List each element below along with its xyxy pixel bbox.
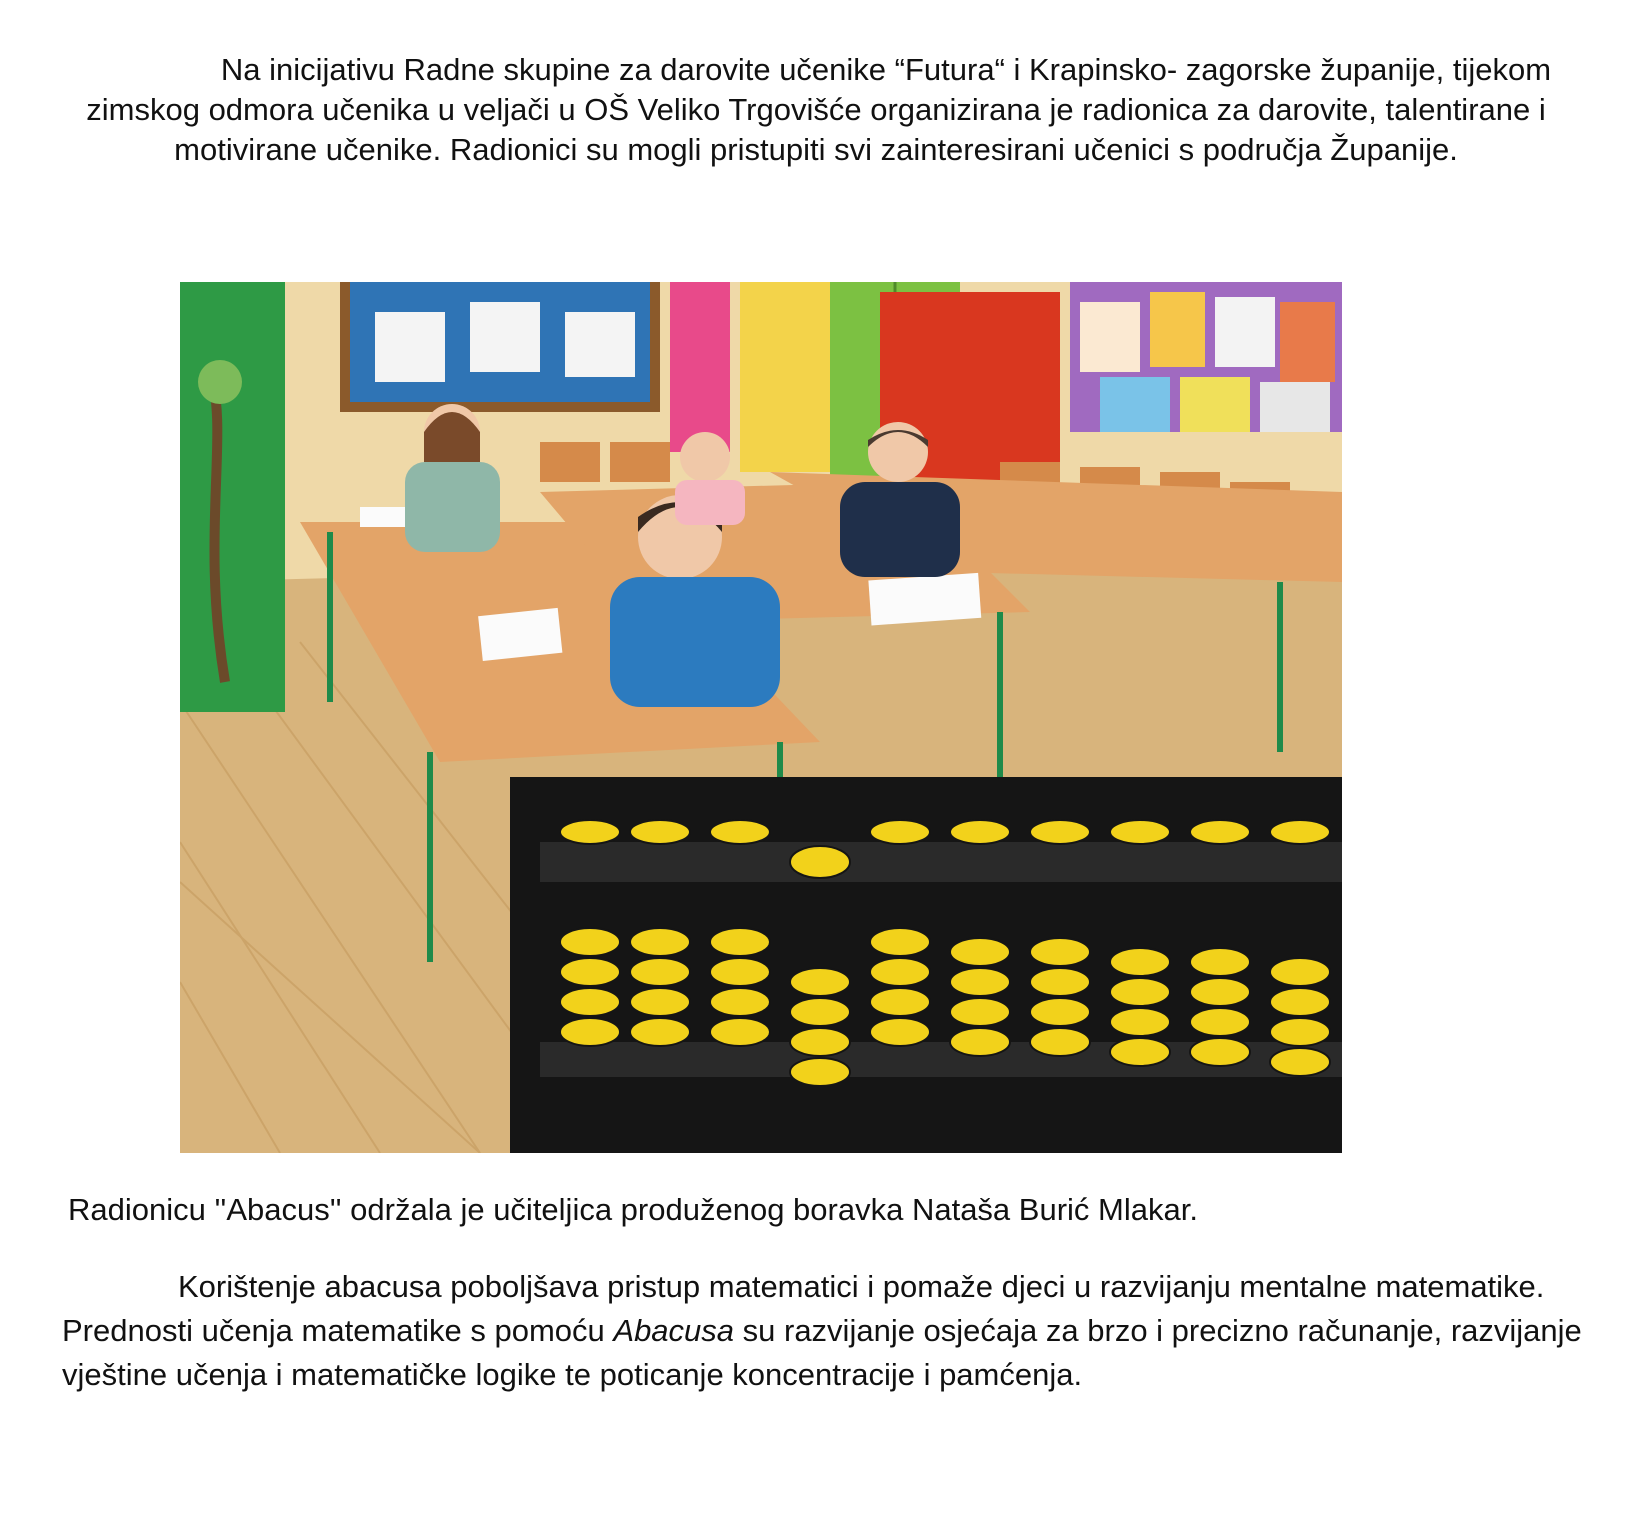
- body-text-italic: Abacusa: [613, 1313, 735, 1348]
- intro-paragraph: [56, 50, 1576, 170]
- intro-text: Na inicijativu Radne skupine za darovite učenike “Futura“ i Krapinsko- zagorske županije, tijekom zimskog odmora učenika u veljači u OŠ Veliko Trgovišće organizirana je radionica za darovite, talentirane i motivirane učenike. Radionici su mogli pristupiti svi zainteresirani učenici s područja Županije.: [86, 52, 1552, 167]
- door: [180, 282, 285, 712]
- body-text-before: Korištenje abacusa poboljšava pristup matematici i pomaže djeci u razvijanju mentalne matematike. Prednosti učenja matematike s pomoću: [62, 1269, 1545, 1348]
- abacus: [510, 777, 1342, 1153]
- classroom-photo: [180, 282, 1342, 1153]
- photo-caption: Radionicu ''Abacus'' održala je učiteljica produženog boravka Nataša Burić Mlakar.: [68, 1192, 1198, 1227]
- body-text-after: su razvijanje osjećaja za brzo i precizno računanje, razvijanje vještine učenja i matematičke logike te poticanje koncentracije i pamćenja.: [62, 1313, 1582, 1392]
- classroom-abacus-illustration: [180, 282, 1342, 1153]
- body-paragraph: [62, 1265, 1582, 1397]
